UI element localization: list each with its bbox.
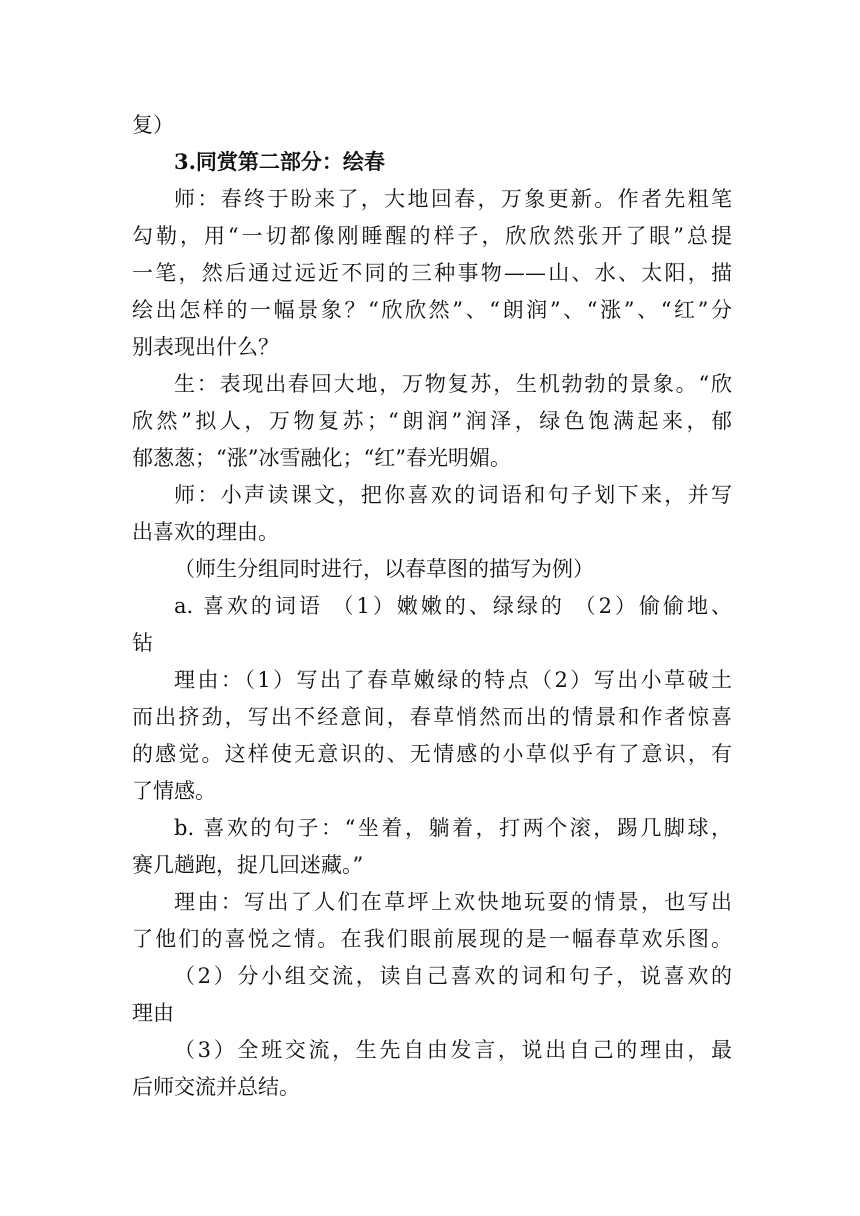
- text-line: （3）全班交流，生先自由发言，说出自己的理由，最: [174, 1038, 732, 1062]
- text-line: 了情感。: [132, 779, 216, 803]
- text-line: 郁葱葱；“涨”冰雪融化；“红”春光明媚。: [132, 446, 511, 470]
- text-line: 理由: [132, 1001, 174, 1025]
- text-line: b. 喜欢的句子：“坐着，躺着，打两个滚，踢几脚球，: [174, 816, 732, 840]
- text-line: 赛几趟跑，捉几回迷藏。”: [132, 853, 364, 877]
- text-line: a. 喜欢的词语 （1）嫩嫩的、绿绿的 （2）偷偷地、: [174, 594, 732, 618]
- text-line: （师生分组同时进行，以春草图的描写为例）: [174, 557, 594, 581]
- text-line: 师：春终于盼来了，大地回春，万象更新。作者先粗笔: [174, 187, 732, 211]
- text-line: （2）分小组交流，读自己喜欢的词和句子，说喜欢的: [174, 964, 732, 988]
- text-line: 了他们的喜悦之情。在我们眼前展现的是一幅春草欢乐图。: [132, 927, 732, 951]
- text-line: 勾勒，用“一切都像刚睡醒的样子，欣欣然张开了眼”总提: [132, 224, 732, 248]
- text-line: 而出挤劲，写出不经意间，春草悄然而出的情景和作者惊喜: [132, 705, 732, 729]
- text-line: 出喜欢的理由。: [132, 520, 279, 544]
- text-line: 理由：写出了人们在草坪上欢快地玩耍的情景，也写出: [174, 890, 732, 914]
- text-line: 绘出怎样的一幅景象？“欣欣然”、“朗润”、“涨”、“红”分: [132, 298, 732, 322]
- text-line: 一笔，然后通过远近不同的三种事物——山、水、太阳，描: [132, 261, 732, 285]
- text-line: 的感觉。这样使无意识的、无情感的小草似乎有了意识，有: [132, 742, 732, 766]
- text-line: 理由：（1）写出了春草嫩绿的特点（2）写出小草破土: [174, 668, 732, 692]
- text-line: 别表现出什么？: [132, 335, 279, 359]
- text-line: 师：小声读课文，把你喜欢的词语和句子划下来，并写: [174, 483, 732, 507]
- text-line: 欣然”拟人，万物复苏；“朗润”润泽，绿色饱满起来，郁: [132, 409, 732, 433]
- text-line: 后师交流并总结。: [132, 1075, 300, 1099]
- section-heading: 3.同赏第二部分：绘春: [174, 149, 385, 174]
- text-line: 复）: [132, 113, 174, 137]
- text-line: 生：表现出春回大地，万物复苏，生机勃勃的景象。“欣: [174, 372, 732, 396]
- text-line: 钻: [132, 631, 153, 655]
